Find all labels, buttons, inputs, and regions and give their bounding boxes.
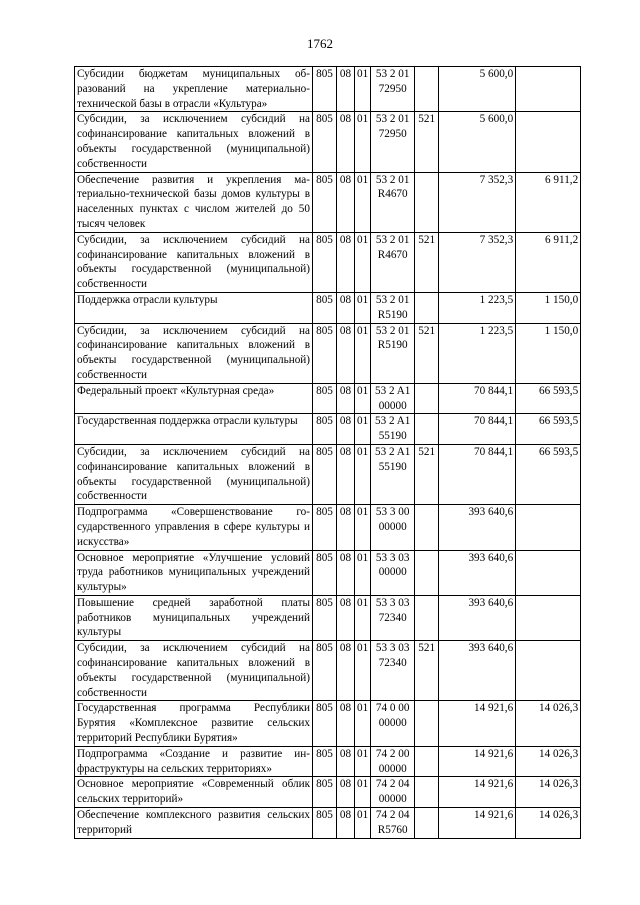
row-amount-2: [516, 505, 581, 550]
budget-table: [74, 66, 581, 839]
row-subsection-code: 01: [355, 595, 371, 640]
row-section-code: 08: [337, 777, 355, 808]
row-ministry-code: 805: [313, 777, 337, 808]
row-target-article: 53 3 03 72340: [371, 641, 415, 701]
row-target-article: 53 2 01 R4670: [371, 172, 415, 232]
row-ministry-code: 805: [313, 641, 337, 701]
row-expense-type: [415, 383, 439, 414]
row-expense-type: [415, 292, 439, 323]
row-name: Основное мероприятие «Современный облик сельских территорий»: [75, 777, 313, 808]
row-expense-type: [415, 777, 439, 808]
page-number: 1762: [307, 36, 333, 51]
row-name: Поддержка отрасли культуры: [75, 292, 313, 323]
row-section-code: 08: [337, 414, 355, 445]
row-subsection-code: 01: [355, 808, 371, 839]
row-section-code: 08: [337, 67, 355, 112]
row-target-article: 74 2 04 R5760: [371, 808, 415, 839]
row-amount-1: 70 844,1: [439, 444, 516, 504]
row-amount-2: 66 593,5: [516, 444, 581, 504]
row-name: Субсидии, за исключением субсидий на софинансирование капитальных вложений в объекты государственной (муниципальной) собственности: [75, 444, 313, 504]
row-amount-2: 14 026,3: [516, 701, 581, 746]
row-ministry-code: 805: [313, 323, 337, 383]
row-subsection-code: 01: [355, 383, 371, 414]
row-amount-1: 393 640,6: [439, 595, 516, 640]
row-name: Субсидии, за исключением субсидий на софинансирование капитальных вложений в объекты государственной (муниципальной) собственности: [75, 232, 313, 292]
row-subsection-code: 01: [355, 292, 371, 323]
row-ministry-code: 805: [313, 505, 337, 550]
row-target-article: 53 2 A1 55190: [371, 444, 415, 504]
row-ministry-code: 805: [313, 112, 337, 172]
row-section-code: 08: [337, 550, 355, 595]
row-expense-type: 521: [415, 232, 439, 292]
row-target-article: 53 2 A1 55190: [371, 414, 415, 445]
table-row: [75, 323, 581, 383]
row-ministry-code: 805: [313, 232, 337, 292]
row-ministry-code: 805: [313, 383, 337, 414]
row-name: Государственная поддержка отрасли культуры: [75, 414, 313, 445]
row-target-article: 53 2 01 72950: [371, 67, 415, 112]
row-expense-type: [415, 550, 439, 595]
row-amount-1: 5 600,0: [439, 67, 516, 112]
row-amount-2: 1 150,0: [516, 323, 581, 383]
row-amount-2: 1 150,0: [516, 292, 581, 323]
row-amount-1: 14 921,6: [439, 746, 516, 777]
row-subsection-code: 01: [355, 67, 371, 112]
row-amount-2: 14 026,3: [516, 777, 581, 808]
row-name: Субсидии бюджетам муниципальных образований на укрепление материально-технической базы в отрасли «Культура»: [75, 67, 313, 112]
row-name: Субсидии, за исключением субсидий на софинансирование капитальных вложений в объекты государственной (муниципальной) собственности: [75, 323, 313, 383]
row-expense-type: 521: [415, 444, 439, 504]
row-subsection-code: 01: [355, 414, 371, 445]
row-amount-2: 66 593,5: [516, 383, 581, 414]
row-subsection-code: 01: [355, 323, 371, 383]
row-amount-2: [516, 550, 581, 595]
row-ministry-code: 805: [313, 172, 337, 232]
row-expense-type: [415, 595, 439, 640]
row-target-article: 53 3 03 00000: [371, 550, 415, 595]
row-ministry-code: 805: [313, 414, 337, 445]
table-row: [75, 595, 581, 640]
row-expense-type: 521: [415, 112, 439, 172]
row-target-article: 53 2 01 R5190: [371, 292, 415, 323]
row-subsection-code: 01: [355, 746, 371, 777]
row-name: Обеспечение развития и укрепления материально-технической базы домов культуры в населенных пунктах с числом жителей до 50 тысяч человек: [75, 172, 313, 232]
table-row: [75, 383, 581, 414]
row-amount-2: [516, 112, 581, 172]
row-amount-1: 14 921,6: [439, 777, 516, 808]
row-amount-1: 1 223,5: [439, 323, 516, 383]
row-amount-2: [516, 641, 581, 701]
row-name: Государственная программа Республики Бурятия «Комплексное развитие сельских территорий Республики Бурятия»: [75, 701, 313, 746]
row-section-code: 08: [337, 323, 355, 383]
row-subsection-code: 01: [355, 232, 371, 292]
row-amount-1: 5 600,0: [439, 112, 516, 172]
row-amount-1: 393 640,6: [439, 550, 516, 595]
row-section-code: 08: [337, 641, 355, 701]
row-ministry-code: 805: [313, 808, 337, 839]
row-subsection-code: 01: [355, 505, 371, 550]
table-row: [75, 808, 581, 839]
table-row: [75, 444, 581, 504]
row-ministry-code: 805: [313, 701, 337, 746]
row-target-article: 53 3 03 72340: [371, 595, 415, 640]
row-target-article: 53 2 01 R4670: [371, 232, 415, 292]
table-row: [75, 112, 581, 172]
table-row: [75, 641, 581, 701]
row-name: Повышение средней заработной платы работников муниципальных учреждений культуры: [75, 595, 313, 640]
row-amount-2: 66 593,5: [516, 414, 581, 445]
row-amount-2: 6 911,2: [516, 172, 581, 232]
row-section-code: 08: [337, 595, 355, 640]
row-target-article: 53 2 01 72950: [371, 112, 415, 172]
row-expense-type: [415, 414, 439, 445]
row-amount-1: 393 640,6: [439, 505, 516, 550]
row-amount-1: 7 352,3: [439, 172, 516, 232]
row-ministry-code: 805: [313, 444, 337, 504]
row-target-article: 74 0 00 00000: [371, 701, 415, 746]
row-section-code: 08: [337, 701, 355, 746]
row-amount-1: 393 640,6: [439, 641, 516, 701]
row-section-code: 08: [337, 172, 355, 232]
row-ministry-code: 805: [313, 746, 337, 777]
row-expense-type: [415, 505, 439, 550]
row-target-article: 53 3 00 00000: [371, 505, 415, 550]
row-amount-1: 14 921,6: [439, 808, 516, 839]
table-row: [75, 701, 581, 746]
row-amount-2: 14 026,3: [516, 808, 581, 839]
row-amount-2: [516, 595, 581, 640]
row-expense-type: 521: [415, 641, 439, 701]
row-subsection-code: 01: [355, 172, 371, 232]
row-expense-type: [415, 746, 439, 777]
row-subsection-code: 01: [355, 444, 371, 504]
row-ministry-code: 805: [313, 595, 337, 640]
row-amount-2: 14 026,3: [516, 746, 581, 777]
row-section-code: 08: [337, 112, 355, 172]
row-target-article: 53 2 A1 00000: [371, 383, 415, 414]
table-row: [75, 172, 581, 232]
row-name: Подпрограмма «Создание и развитие инфраструктуры на сельских территориях»: [75, 746, 313, 777]
row-name: Федеральный проект «Культурная среда»: [75, 383, 313, 414]
table-row: [75, 777, 581, 808]
table-row: [75, 414, 581, 445]
row-ministry-code: 805: [313, 292, 337, 323]
row-section-code: 08: [337, 232, 355, 292]
row-name: Основное мероприятие «Улучшение условий труда работников муниципальных учреждений культуры»: [75, 550, 313, 595]
row-amount-1: 1 223,5: [439, 292, 516, 323]
table-row: [75, 746, 581, 777]
row-name: Подпрограмма «Совершенствование государственного управления в сфере культуры и искусства»: [75, 505, 313, 550]
row-name: Субсидии, за исключением субсидий на софинансирование капитальных вложений в объекты государственной (муниципальной) собственности: [75, 641, 313, 701]
row-section-code: 08: [337, 383, 355, 414]
row-target-article: 74 2 00 00000: [371, 746, 415, 777]
row-subsection-code: 01: [355, 550, 371, 595]
table-row: [75, 67, 581, 112]
row-section-code: 08: [337, 444, 355, 504]
row-amount-2: 6 911,2: [516, 232, 581, 292]
row-target-article: 53 2 01 R5190: [371, 323, 415, 383]
row-expense-type: [415, 172, 439, 232]
row-section-code: 08: [337, 505, 355, 550]
row-target-article: 74 2 04 00000: [371, 777, 415, 808]
row-expense-type: [415, 808, 439, 839]
table-row: [75, 505, 581, 550]
row-section-code: 08: [337, 746, 355, 777]
table-row: [75, 550, 581, 595]
row-ministry-code: 805: [313, 550, 337, 595]
row-section-code: 08: [337, 292, 355, 323]
row-subsection-code: 01: [355, 777, 371, 808]
row-expense-type: 521: [415, 323, 439, 383]
row-expense-type: [415, 67, 439, 112]
row-section-code: 08: [337, 808, 355, 839]
row-amount-1: 70 844,1: [439, 383, 516, 414]
row-subsection-code: 01: [355, 641, 371, 701]
row-amount-1: 7 352,3: [439, 232, 516, 292]
row-amount-1: 70 844,1: [439, 414, 516, 445]
row-subsection-code: 01: [355, 701, 371, 746]
row-name: Обеспечение комплексного развития сельских территорий: [75, 808, 313, 839]
row-ministry-code: 805: [313, 67, 337, 112]
table-row: [75, 292, 581, 323]
row-name: Субсидии, за исключением субсидий на софинансирование капитальных вложений в объекты государственной (муниципальной) собственности: [75, 112, 313, 172]
row-subsection-code: 01: [355, 112, 371, 172]
row-amount-1: 14 921,6: [439, 701, 516, 746]
row-expense-type: [415, 701, 439, 746]
row-amount-2: [516, 67, 581, 112]
table-row: [75, 232, 581, 292]
